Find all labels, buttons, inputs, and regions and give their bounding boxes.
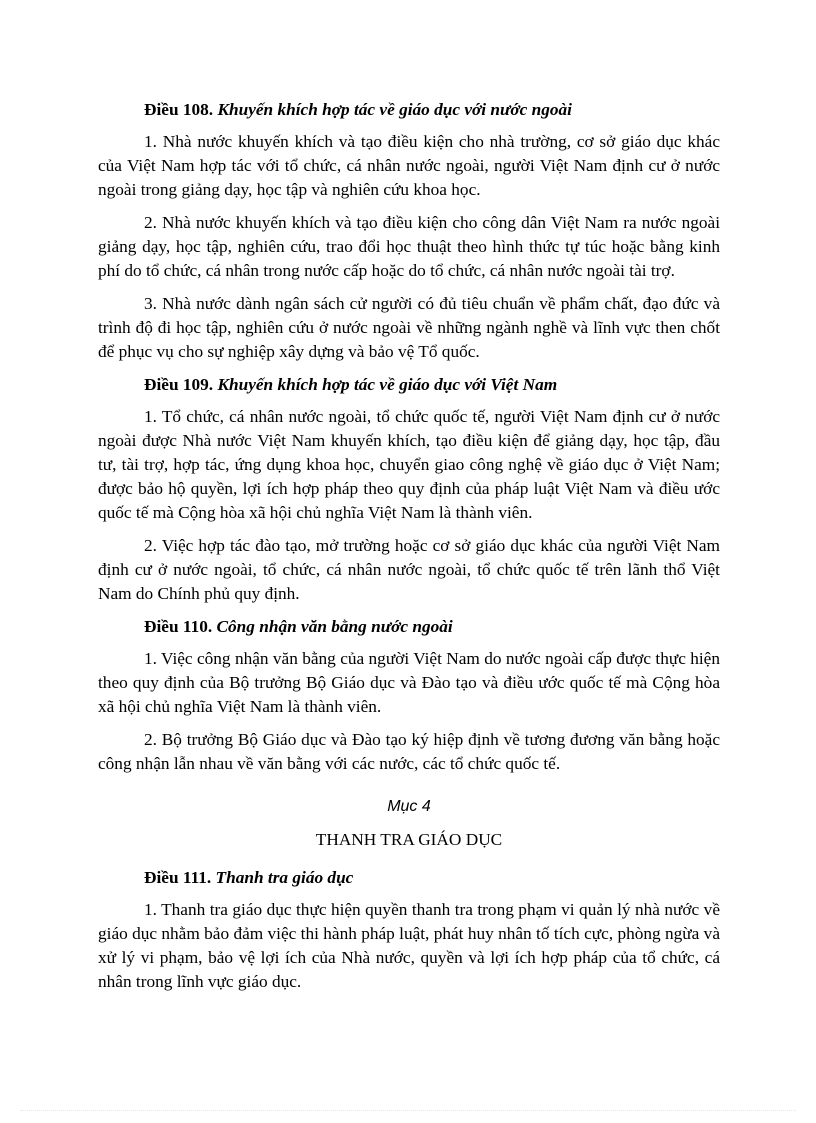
article-title: Thanh tra giáo dục — [215, 868, 354, 887]
article-title: Công nhận văn bằng nước ngoài — [216, 617, 453, 636]
article-paragraph: 1. Nhà nước khuyến khích và tạo điều kiện cho nhà trường, cơ sở giáo dục khác của Việt Nam hợp tác với tổ chức, cá nhân nước ngoài, người Việt Nam định cư ở nước ngoài trong giảng dạy, học tập và nghiên cứu khoa học. — [98, 132, 720, 199]
article-paragraph: 1. Việc công nhận văn bằng của người Việt Nam do nước ngoài cấp được thực hiện theo quy định của Bộ trưởng Bộ Giáo dục và Đào tạo và điều ước quốc tế mà Cộng hòa xã hội chủ nghĩa Việt Nam là thành viên. — [98, 649, 720, 716]
article-number: Điều 109. — [144, 375, 214, 394]
article-paragraph: 2. Nhà nước khuyến khích và tạo điều kiện cho công dân Việt Nam ra nước ngoài giảng dạy, học tập, nghiên cứu, trao đổi học thuật theo hình thức tự túc hoặc bằng kinh phí do tổ chức, cá nhân trong nước cấp hoặc do tổ chức, cá nhân nước ngoài tài trợ. — [98, 213, 720, 280]
section-label: Mục 4 — [387, 798, 431, 815]
article-number: Điều 108. — [144, 100, 214, 119]
article-heading-111 — [144, 866, 720, 890]
article-paragraph: 2. Bộ trưởng Bộ Giáo dục và Đào tạo ký hiệp định về tương đương văn bằng hoặc công nhận lẫn nhau về văn bằng với các nước, các tổ chức quốc tế. — [98, 730, 720, 773]
article-number: Điều 110. — [144, 617, 213, 636]
article-number: Điều 111. — [144, 868, 212, 887]
article-paragraph: 2. Việc hợp tác đào tạo, mở trường hoặc cơ sở giáo dục khác của người Việt Nam định cư ở nước ngoài, tổ chức, cá nhân nước ngoài, tổ chức quốc tế trên lãnh thổ Việt Nam do Chính phủ quy định. — [98, 536, 720, 603]
document-page — [98, 98, 720, 1003]
article-paragraph: 3. Nhà nước dành ngân sách cử người có đủ tiêu chuẩn về phẩm chất, đạo đức và trình độ đi học tập, nghiên cứu ở nước ngoài về những ngành nghề và lĩnh vực then chốt để phục vụ cho sự nghiệp xây dựng và bảo vệ Tổ quốc. — [98, 294, 720, 361]
page-edge-divider — [20, 1110, 796, 1111]
section-title: THANH TRA GIÁO DỤC — [315, 830, 503, 849]
article-heading-110 — [144, 615, 720, 639]
article-paragraph: 1. Tổ chức, cá nhân nước ngoài, tổ chức quốc tế, người Việt Nam định cư ở nước ngoài được Nhà nước Việt Nam khuyến khích, tạo điều kiện để giảng dạy, học tập, đầu tư, tài trợ, hợp tác, ứng dụng khoa học, chuyển giao công nghệ về giáo dục ở Việt Nam; được bảo hộ quyền, lợi ích hợp pháp theo quy định của pháp luật Việt Nam và điều ước quốc tế mà Cộng hòa xã hội chủ nghĩa Việt Nam là thành viên. — [98, 407, 720, 522]
article-title: Khuyến khích hợp tác về giáo dục với Việt Nam — [217, 375, 558, 394]
article-title: Khuyến khích hợp tác về giáo dục với nước ngoài — [217, 100, 572, 119]
article-paragraph: 1. Thanh tra giáo dục thực hiện quyền thanh tra trong phạm vi quản lý nhà nước về giáo dục nhằm bảo đảm việc thi hành pháp luật, phát huy nhân tố tích cực, phòng ngừa và xử lý vi phạm, bảo vệ lợi ích của Nhà nước, quyền và lợi ích hợp pháp của tổ chức, cá nhân trong lĩnh vực giáo dục. — [98, 900, 720, 991]
article-heading-108 — [144, 98, 720, 122]
article-heading-109 — [144, 373, 720, 397]
